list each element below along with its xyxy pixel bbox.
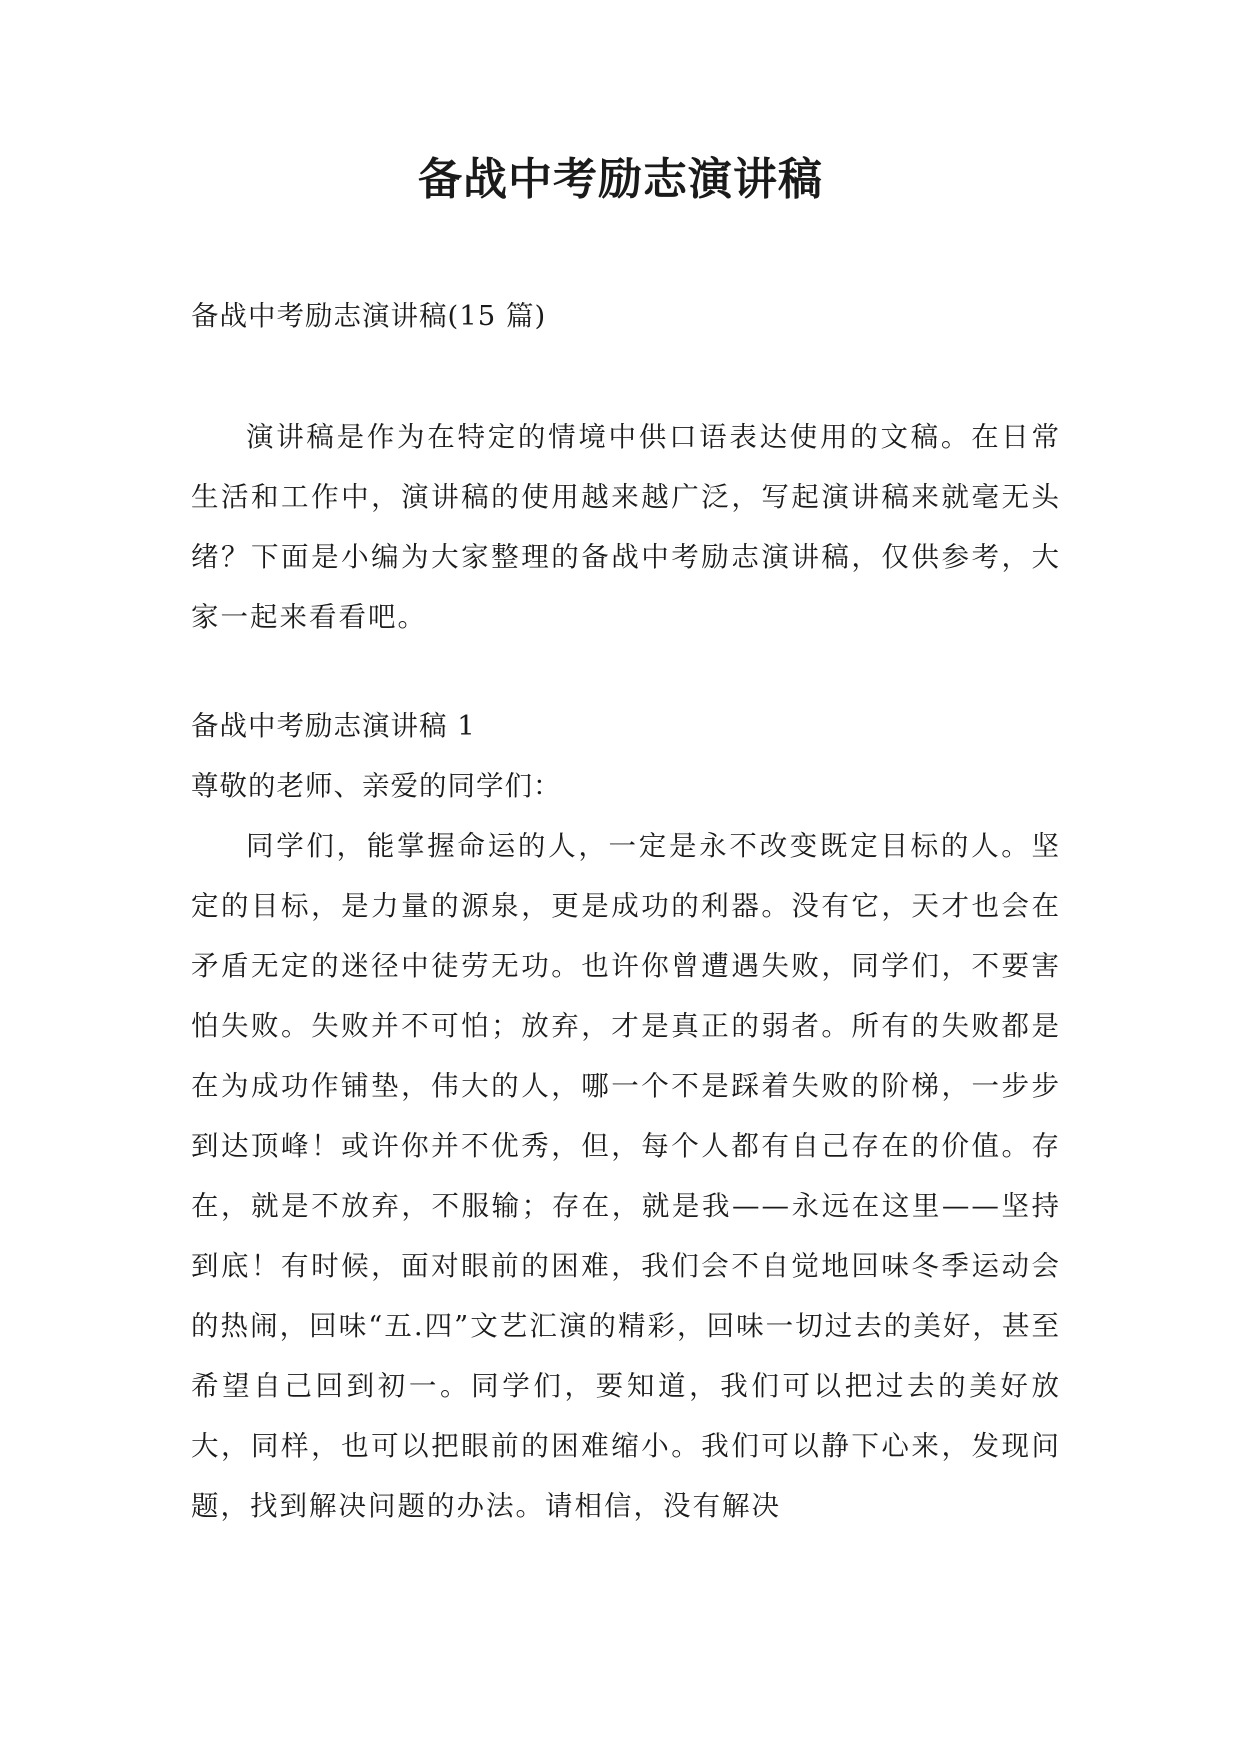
section-heading: 备战中考励志演讲稿 1 xyxy=(191,710,476,742)
document-title: 备战中考励志演讲稿 xyxy=(418,154,823,205)
intro-paragraph: 演讲稿是作为在特定的情境中供口语表达使用的文稿。在日常生活和工作中，演讲稿的使用越来越广泛，写起演讲稿来就毫无头绪？下面是小编为大家整理的备战中考励志演讲稿，仅供参考，大家一起来看看吧。 xyxy=(191,421,1061,633)
speech-body-paragraph: 同学们，能掌握命运的人，一定是永不改变既定目标的人。坚定的目标，是力量的源泉，更是成功的利器。没有它，天才也会在矛盾无定的迷径中徒劳无功。也许你曾遭遇失败，同学们，不要害怕失败。失败并不可怕；放弃，才是真正的弱者。所有的失败都是在为成功作铺垫，伟大的人，哪一个不是踩着失败的阶梯，一步步到达顶峰！或许你并不优秀，但，每个人都有自己存在的价值。存在，就是不放弃，不服输；存在，就是我——永远在这里——坚持到底！有时候，面对眼前的困难，我们会不自觉地回味冬季运动会的热闹，回味“五.四”文艺汇演的精彩，回味一切过去的美好，甚至希望自己回到初一。同学们，要知道，我们可以把过去的美好放大，同样，也可以把眼前的困难缩小。我们可以静下心来，发现问题，找到解决问题的办法。请相信，没有解决 xyxy=(191,830,1061,1522)
salutation: 尊敬的老师、亲爱的同学们： xyxy=(191,770,562,802)
document-subtitle: 备战中考励志演讲稿(15 篇) xyxy=(191,300,547,332)
